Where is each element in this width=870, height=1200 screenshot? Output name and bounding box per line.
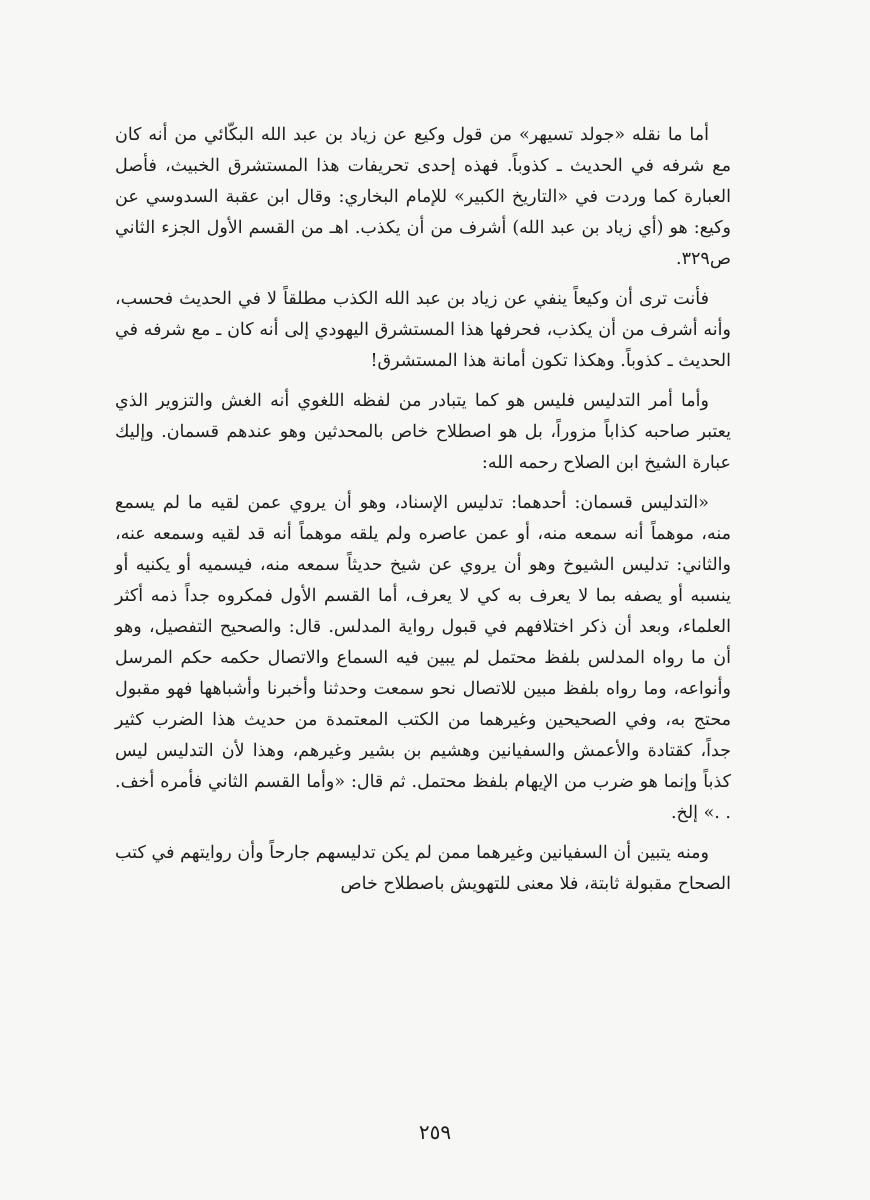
body-text	[115, 120, 731, 900]
paragraph-2: فأنت ترى أن وكيعاً ينفي عن زياد بن عبد الله الكذب مطلقاً لا في الحديث فحسب، وأنه أشرف من أن يكذب، فحرفها هذا المستشرق اليهودي إلى أنه كان ـ مع شرفه في الحديث ـ كذوباً. وهكذا تكون أمانة هذا المستشرق!	[115, 289, 731, 371]
paragraph-1: أما ما نقله «جولد تسيهر» من قول وكيع عن زياد بن عبد الله البكّائي من أنه كان مع شرفه في الحديث ـ كذوباً. فهذه إحدى تحريفات هذا المستشرق الخبيث، فأصل العبارة كما وردت في «التاريخ الكبير» للإمام البخاري: وقال ابن عقبة السدوسي عن وكيع: هو (أي زياد بن عبد الله) أشرف من أن يكذب. اهـ من القسم الأول الجزء الثاني ص٣٢٩.	[115, 125, 731, 269]
paragraph-3: وأما أمر التدليس فليس هو كما يتبادر من لفظه اللغوي أنه الغش والتزوير الذي يعتبر صاحبه كذاباً مزوراً، بل هو اصطلاح خاص بالمحدثين وهو عندهم قسمان. وإليك عبارة الشيخ ابن الصلاح رحمه الله:	[115, 391, 731, 473]
page-number: ٢٥٩	[418, 1120, 452, 1144]
paragraph-5: ومنه يتبين أن السفيانين وغيرهما ممن لم يكن تدليسهم جارحاً وأن روايتهم في كتب الصحاح مقبولة ثابتة، فلا معنى للتهويش باصطلاح خاص	[115, 843, 731, 894]
paragraph-4-quote: «التدليس قسمان: أحدهما: تدليس الإسناد، وهو أن يروي عمن لقيه ما لم يسمع منه، موهماً أنه سمعه منه، أو عمن عاصره ولم يلقه موهماً أنه قد لقيه وسمعه عنه، والثاني: تدليس الشيوخ وهو أن يروي عن شيخ حديثاً سمعه منه، فيسميه أو يكنيه أو ينسبه أو يصفه بما لا يعرف به كي لا يعرف، أما القسم الأول فمكروه جداً ذمه أكثر العلماء، وبعد أن ذكر اختلافهم في قبول رواية المدلس. قال: والصحيح التفصيل، وهو أن ما رواه المدلس بلفظ محتمل لم يبين فيه السماع والاتصال حكمه حكم المرسل وأنواعه، وما رواه بلفظ مبين للاتصال نحو سمعت وحدثنا وأخبرنا وأشباهها فهو مقبول محتج به، وفي الصحيحين وغيرهما من الكتب المعتمدة من حديث هذا الضرب كثير جداً، كقتادة والأعمش والسفيانين وهشيم بن بشير وغيرهم، وهذا لأن التدليس ليس كذباً وإنما هو ضرب من الإيهام بلفظ محتمل. ثم قال: «وأما القسم الثاني فأمره أخف. . .» إلخ.	[115, 493, 731, 823]
